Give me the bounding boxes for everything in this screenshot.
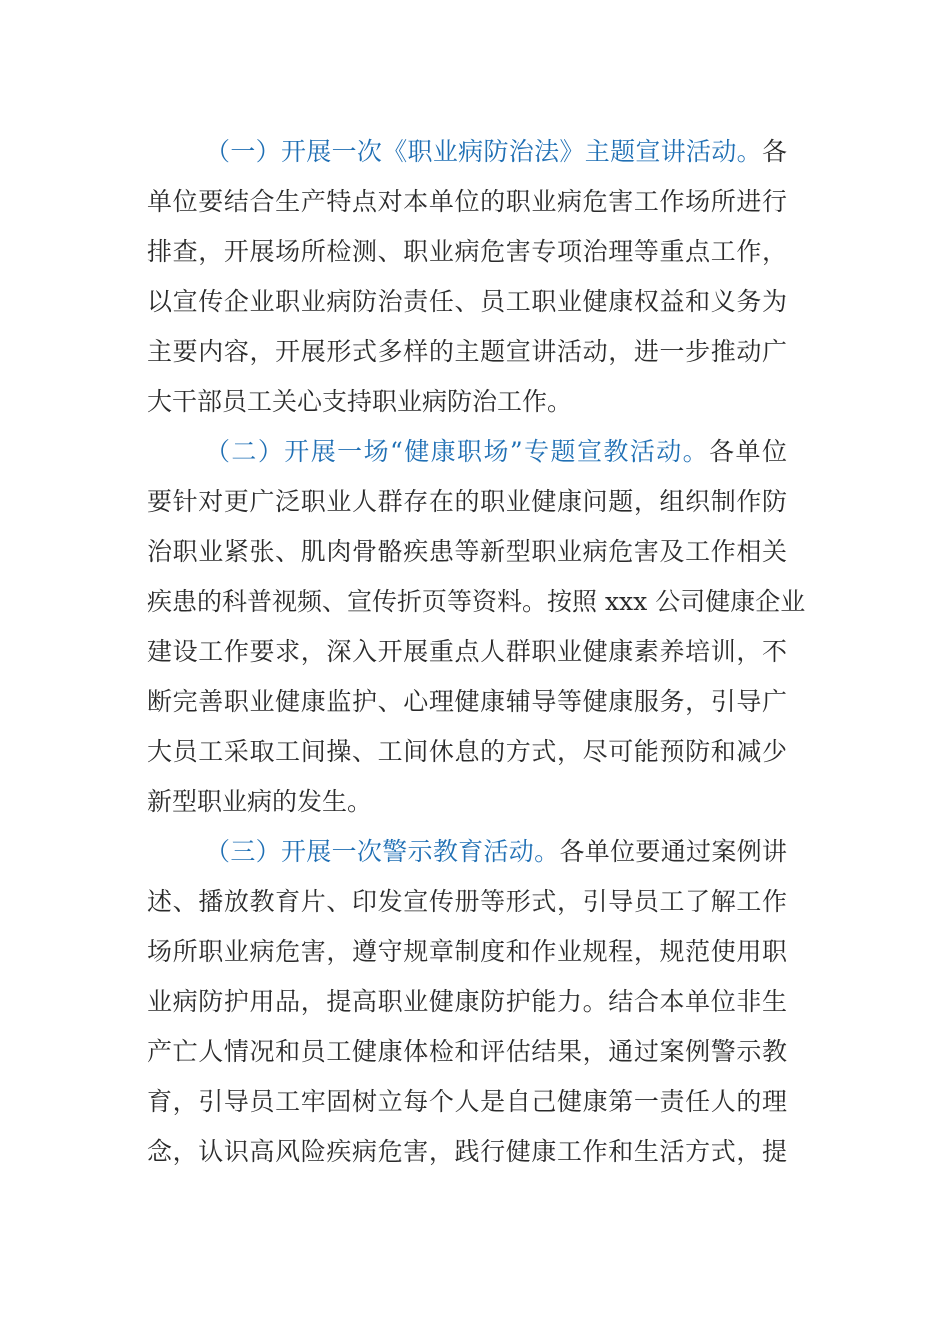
paragraph-text: 各单位要通过案例讲 [559,837,787,866]
section-heading: （二）开展一场“健康职场”专题宣教活动。 [205,437,710,466]
paragraph-line: 单位要结合生产特点对本单位的职业病危害工作场所进行 [147,187,787,216]
section-3 [147,827,787,1177]
paragraph-text: 各 [761,137,787,166]
paragraph-line: 以宣传企业职业病防治责任、员工职业健康权益和义务为 [147,287,787,316]
section-heading: （一）开展一次《职业病防治法》主题宣讲活动。 [205,137,762,166]
paragraph-line: 大干部员工关心支持职业病防治工作。 [147,387,573,416]
section-heading: （三）开展一次警示教育活动。 [205,837,560,866]
section-2 [147,427,806,827]
paragraph-line: 断完善职业健康监护、心理健康辅导等健康服务，引导广 [147,687,787,716]
paragraph-line: 场所职业病危害，遵守规章制度和作业规程，规范使用职 [147,937,787,966]
paragraph-line: 新型职业病的发生。 [147,787,373,816]
paragraph-line: 疾患的科普视频、宣传折页等资料。按照 xxx 公司健康企业 [147,587,806,616]
paragraph-line: 念，认识高风险疾病危害，践行健康工作和生活方式，提 [147,1137,787,1166]
paragraph-line: 业病防护用品，提高职业健康防护能力。结合本单位非生 [147,987,787,1016]
paragraph-first-line [147,127,787,177]
paragraph-line: 建设工作要求，深入开展重点人群职业健康素养培训，不 [147,637,787,666]
section-1 [147,127,787,427]
paragraph-line: 大员工采取工间操、工间休息的方式，尽可能预防和减少 [147,737,787,766]
paragraph-line: 产亡人情况和员工健康体检和评估结果，通过案例警示教 [147,1037,787,1066]
paragraph-first-line [147,427,787,477]
paragraph-first-line [147,827,787,877]
paragraph-line: 排查，开展场所检测、职业病危害专项治理等重点工作， [147,237,787,266]
paragraph-line: 要针对更广泛职业人群存在的职业健康问题，组织制作防 [147,487,787,516]
paragraph-line: 主要内容，开展形式多样的主题宣讲活动，进一步推动广 [147,337,787,366]
document-body [147,127,806,1177]
paragraph-line: 述、播放教育片、印发宣传册等形式，引导员工了解工作 [147,887,787,916]
paragraph-line: 育，引导员工牢固树立每个人是自己健康第一责任人的理 [147,1087,787,1116]
paragraph-line: 治职业紧张、肌肉骨骼疾患等新型职业病危害及工作相关 [147,537,787,566]
paragraph-text: 各单位 [709,437,787,466]
